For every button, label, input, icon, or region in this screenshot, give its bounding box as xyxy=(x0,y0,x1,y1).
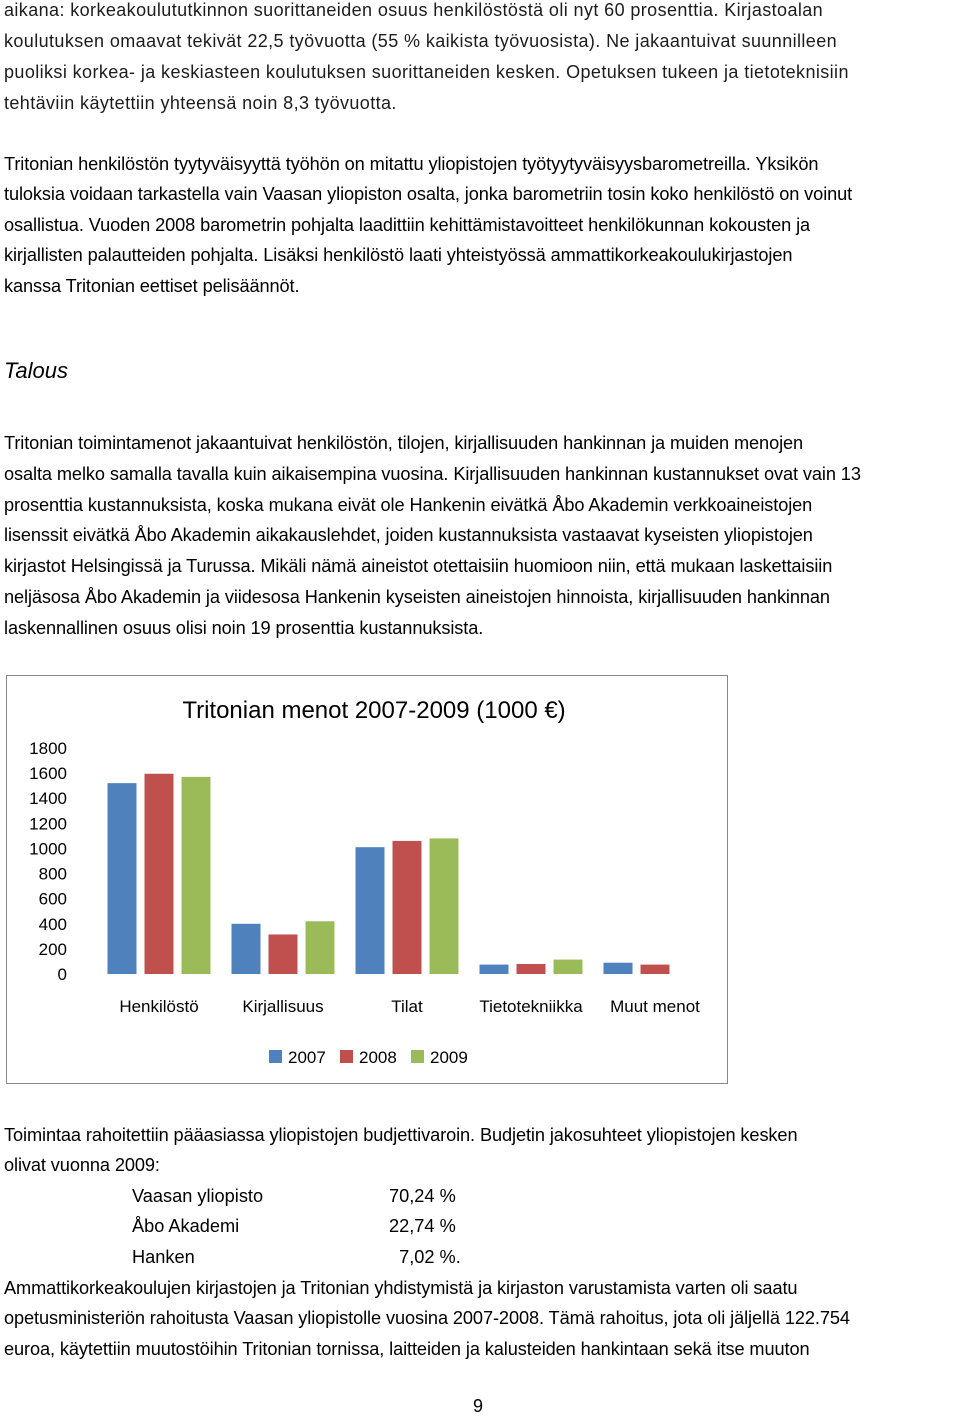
text-line: Tritonian toimintamenot jakaantuivat henkilöstön, tilojen, kirjallisuuden hankinnan ja muiden menojen xyxy=(4,433,804,453)
x-category-label: Muut menot xyxy=(610,997,700,1016)
university-name: Åbo Akademi xyxy=(132,1216,240,1236)
text-line: tuloksia voidaan tarkastella vain Vaasan yliopiston osalta, jonka barometriin tosin koko henkilöstö on voinut xyxy=(4,184,853,204)
bar-2007-kirjallisuus xyxy=(232,924,261,974)
bar-2008-henkilöstö xyxy=(145,774,174,974)
legend-swatch-2009 xyxy=(411,1050,424,1063)
bar-2008-kirjallisuus xyxy=(269,934,298,974)
text-line: lisenssit eivätkä Åbo Akademin aikakauslehdet, joiden kustannuksista vastaavat kyseisten yliopistojen xyxy=(4,525,813,545)
bar-2009-henkilöstö xyxy=(182,777,211,974)
y-tick-label: 0 xyxy=(57,965,67,984)
text-line: osalta melko samalla tavalla kuin aikaisempina vuosina. Kirjallisuuden hankinnan kustannukset ovat vain 13 xyxy=(4,464,861,484)
x-category-label: Kirjallisuus xyxy=(242,997,324,1016)
legend-swatch-2008 xyxy=(340,1050,353,1063)
legend-swatch-2007 xyxy=(269,1050,282,1063)
text-line: kanssa Tritonian eettiset pelisäännöt. xyxy=(4,276,300,296)
text-line: koulutuksen omaavat tekivät 22,5 työvuotta (55 % kaikista työvuosista). Ne jakaantuivat suunnilleen xyxy=(4,31,838,51)
bar-2007-tilat xyxy=(356,847,385,974)
bar-2007-tietotekniikka xyxy=(480,965,509,974)
text-line: Tritonian henkilöstön tyytyväisyyttä työhön on mitattu yliopistojen työtyytyväisyysbarometreilla. Yksikön xyxy=(4,154,819,174)
y-tick-label: 1200 xyxy=(29,814,67,834)
share-value: 7,02 %. xyxy=(389,1247,461,1267)
chart-canvas xyxy=(7,676,729,1085)
text-line: neljäsosa Åbo Akademin ja viidesosa Hankenin kyseisten aineistojen hinnoista, kirjallisuuden hankinnan xyxy=(4,587,830,607)
text-line: aikana: korkeakoulututkinnon suorittaneiden osuus henkilöstöstä oli nyt 60 prosenttia. Kirjastoalan xyxy=(4,0,824,20)
x-category-label: Tietotekniikka xyxy=(479,997,583,1016)
chart-title: Tritonian menot 2007-2009 (1000 €) xyxy=(182,697,566,724)
text-line: tehtäviin käytettiin yhteensä noin 8,3 työvuotta. xyxy=(4,93,397,113)
y-tick-label: 1000 xyxy=(29,839,67,859)
text-line: kirjastot Helsingissä ja Turussa. Mikäli nämä aineistot otettaisiin huomioon niin, että mukaan laskettaisiin xyxy=(4,556,833,576)
text-line: Ammattikorkeakoulujen kirjastojen ja Tritonian yhdistymistä ja kirjaston varustamista varten oli saatu xyxy=(4,1278,798,1298)
bar-2009-kirjallisuus xyxy=(306,921,335,974)
text-line: laskennallinen osuus olisi noin 19 prosenttia kustannuksista. xyxy=(4,618,484,638)
y-tick-label: 1400 xyxy=(29,789,67,809)
bar-2007-muut-menot xyxy=(604,963,633,974)
share-value: 22,74 % xyxy=(389,1216,456,1236)
budget-share-row xyxy=(132,1245,461,1269)
section-heading: Talous xyxy=(4,358,69,383)
bar-2007-henkilöstö xyxy=(108,783,137,974)
text-line: euroa, käytettiin muutostöihin Tritonian tornissa, laitteiden ja kalusteiden hankintaan sekä itse muuton xyxy=(4,1339,810,1359)
text-line: Toimintaa rahoitettiin pääasiassa yliopistojen budjettivaroin. Budjetin jakosuhteet yliopistojen kesken xyxy=(4,1125,798,1145)
legend-label: 2009 xyxy=(430,1048,468,1067)
x-category-label: Tilat xyxy=(391,997,423,1016)
y-tick-label: 1600 xyxy=(29,764,67,784)
text-line: prosenttia kustannuksista, koska mukana eivät ole Hankenin eivätkä Åbo Akademin verkkoaineistojen xyxy=(4,495,813,515)
y-tick-label: 200 xyxy=(38,939,67,959)
university-name: Hanken xyxy=(132,1247,195,1267)
text-line: kirjallisten palautteiden pohjalta. Lisäksi henkilöstö laati yhteistyössä ammattikorkeakoulukirjastojen xyxy=(4,245,793,265)
text-line: opetusministeriön rahoitusta Vaasan yliopistolle vuosina 2007-2008. Tämä rahoitus, jota oli jäljellä 122.754 xyxy=(4,1308,850,1328)
bar-2008-tietotekniikka xyxy=(517,964,546,974)
y-tick-label: 400 xyxy=(38,914,67,934)
university-name: Vaasan yliopisto xyxy=(132,1186,264,1206)
y-tick-label: 1800 xyxy=(29,739,67,758)
text-line: puoliksi korkea- ja keskiasteen koulutuksen suorittaneiden kesken. Opetuksen tukeen ja tietoteknisiin xyxy=(4,62,849,82)
bar-2008-tilat xyxy=(393,841,422,974)
budget-share-row xyxy=(132,1214,456,1238)
bar-2009-tilat xyxy=(430,838,459,974)
expenses-chart xyxy=(6,675,728,1084)
bar-2009-tietotekniikka xyxy=(554,960,583,974)
bar-2008-muut-menot xyxy=(641,965,670,974)
y-tick-label: 600 xyxy=(38,889,67,909)
text-line: olivat vuonna 2009: xyxy=(4,1155,160,1175)
page-number: 9 xyxy=(473,1396,484,1416)
budget-share-row xyxy=(132,1184,456,1208)
y-tick-label: 800 xyxy=(38,864,67,884)
text-line: osallistua. Vuoden 2008 barometrin pohjalta laadittiin kehittämistavoitteet henkilökunnan kokousten ja xyxy=(4,215,811,235)
share-value: 70,24 % xyxy=(389,1186,456,1206)
x-category-label: Henkilöstö xyxy=(119,997,199,1016)
legend-label: 2008 xyxy=(359,1048,397,1067)
legend-label: 2007 xyxy=(288,1048,326,1067)
